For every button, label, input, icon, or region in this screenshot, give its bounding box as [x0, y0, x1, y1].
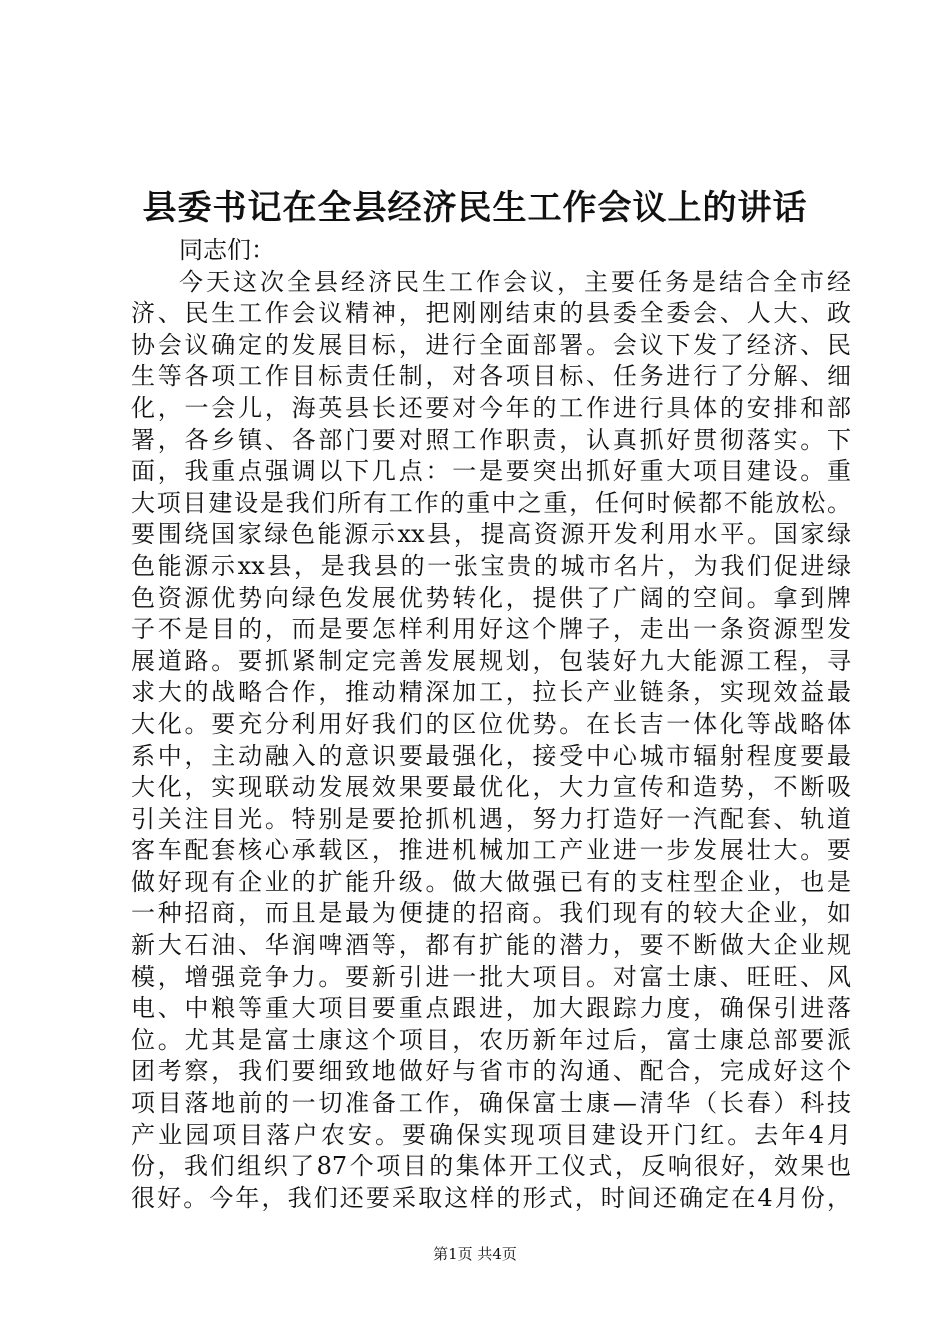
paragraph-line: 份，我们组织了87个项目的集体开工仪式，反响很好，效果也	[131, 1152, 851, 1181]
paragraph-line: 产业园项目落户农安。要确保实现项目建设开门红。去年4月	[131, 1120, 851, 1149]
paragraph-line: 济、民生工作会议精神，把刚刚结束的县委全委会、人大、政	[131, 299, 851, 328]
paragraph-line: 位。尤其是富士康这个项目，农历新年过后，富士康总部要派	[131, 1025, 851, 1054]
paragraph-line: 色能源示xx县，是我县的一张宝贵的城市名片，为我们促进绿	[131, 551, 851, 580]
page-footer: 第1页 共4页	[433, 1245, 517, 1263]
paragraph-line: 署，各乡镇、各部门要对照工作职责，认真抓好贯彻落实。下	[131, 425, 851, 454]
greeting-line: 同志们：	[179, 236, 275, 264]
paragraph-line: 大化，实现联动发展效果要最优化，大力宣传和造势，不断吸	[131, 773, 851, 802]
paragraph-line: 面，我重点强调以下几点：一是要突出抓好重大项目建设。重	[131, 457, 851, 486]
paragraph-line: 项目落地前的一切准备工作，确保富士康—清华（长春）科技	[131, 1089, 851, 1118]
paragraph-line: 展道路。要抓紧制定完善发展规划，包装好九大能源工程，寻	[131, 646, 851, 675]
paragraph-line: 求大的战略合作，推动精深加工，拉长产业链条，实现效益最	[131, 678, 851, 707]
paragraph-line: 团考察，我们要细致地做好与省市的沟通、配合，完成好这个	[131, 1057, 851, 1086]
paragraph-line: 今天这次全县经济民生工作会议，主要任务是结合全市经	[179, 267, 851, 296]
paragraph-line: 客车配套核心承载区，推进机械加工产业进一步发展壮大。要	[131, 836, 851, 865]
paragraph-line: 一种招商，而且是最为便捷的招商。我们现有的较大企业，如	[131, 899, 851, 928]
paragraph-line: 新大石油、华润啤酒等，都有扩能的潜力，要不断做大企业规	[131, 931, 851, 960]
paragraph-line: 化，一会儿，海英县长还要对今年的工作进行具体的安排和部	[131, 393, 851, 422]
paragraph-line: 生等各项工作目标责任制，对各项目标、任务进行了分解、细	[131, 362, 851, 391]
paragraph-line: 系中，主动融入的意识要最强化，接受中心城市辐射程度要最	[131, 741, 851, 770]
paragraph-line: 协会议确定的发展目标，进行全面部署。会议下发了经济、民	[131, 330, 851, 359]
paragraph-line: 很好。今年，我们还要采取这样的形式，时间还确定在4月份，	[131, 1183, 851, 1212]
document-body	[131, 235, 851, 1214]
paragraph-line: 模，增强竞争力。要新引进一批大项目。对富士康、旺旺、风	[131, 962, 851, 991]
paragraph-line: 做好现有企业的扩能升级。做大做强已有的支柱型企业，也是	[131, 867, 851, 896]
paragraph-line: 大化。要充分利用好我们的区位优势。在长吉一体化等战略体	[131, 709, 851, 738]
paragraph-line: 引关注目光。特别是要抢抓机遇，努力打造好一汽配套、轨道	[131, 804, 851, 833]
document-title: 县委书记在全县经济民生工作会议上的讲话	[142, 188, 808, 228]
paragraph-line: 大项目建设是我们所有工作的重中之重，任何时候都不能放松。	[131, 488, 851, 517]
paragraph-line: 要围绕国家绿色能源示xx县，提高资源开发利用水平。国家绿	[131, 520, 851, 549]
paragraph-line: 色资源优势向绿色发展优势转化，提供了广阔的空间。拿到牌	[131, 583, 851, 612]
paragraph-line: 电、中粮等重大项目要重点跟进，加大跟踪力度，确保引进落	[131, 994, 851, 1023]
paragraph-line: 子不是目的，而是要怎样利用好这个牌子，走出一条资源型发	[131, 615, 851, 644]
